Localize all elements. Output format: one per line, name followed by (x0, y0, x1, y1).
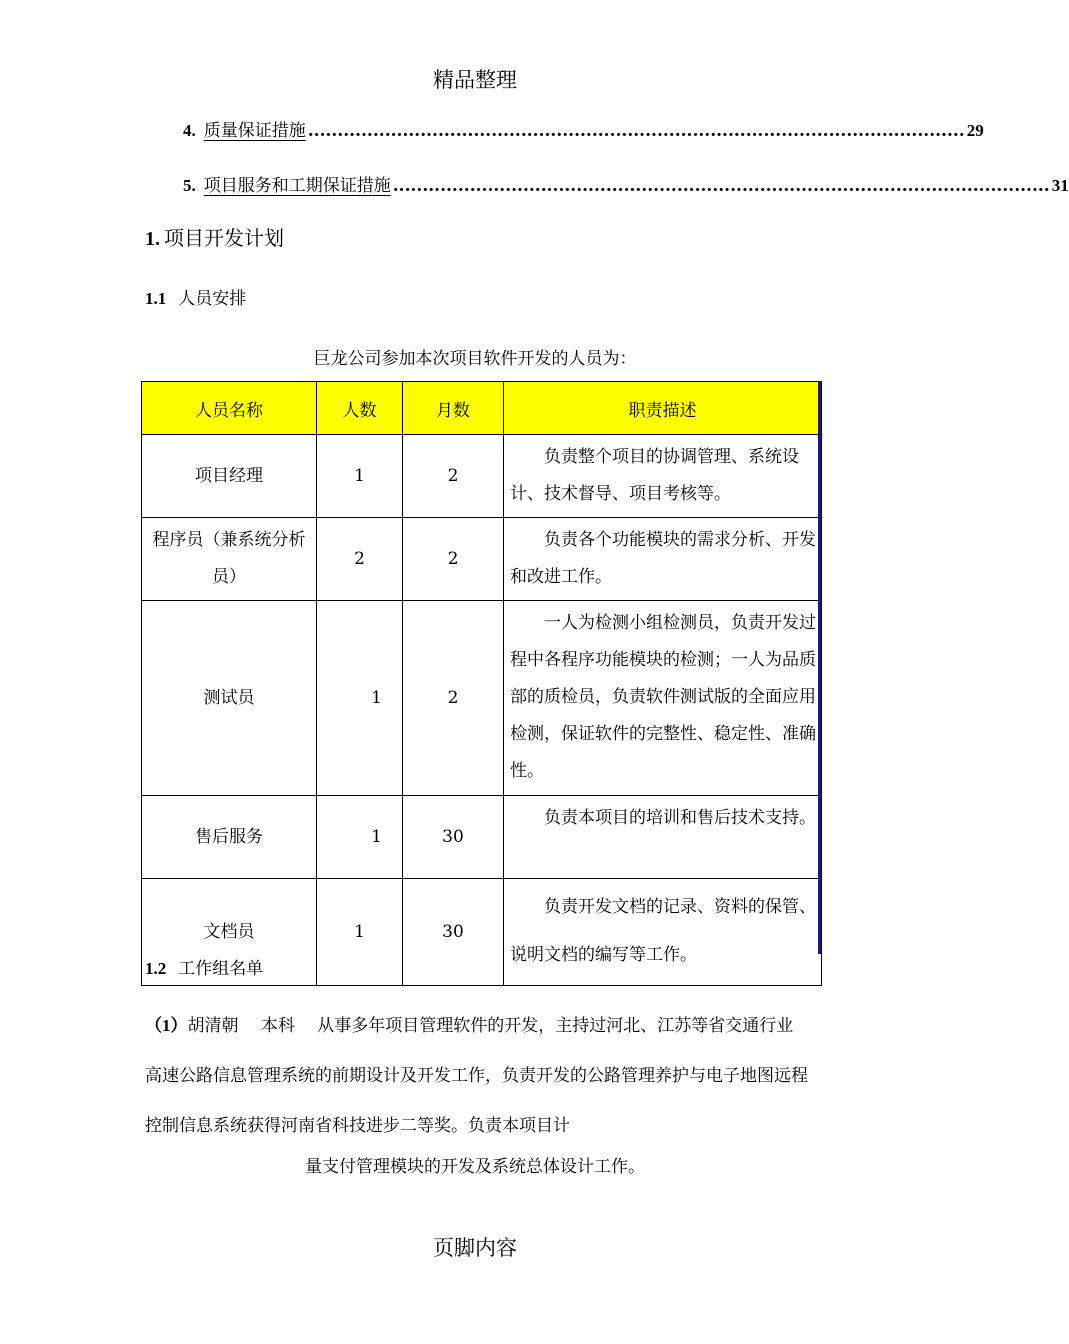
toc-number: 4. (183, 121, 196, 140)
table-row (142, 796, 822, 879)
member-number: （1） (145, 1016, 188, 1035)
toc-page: 31 (1051, 176, 1069, 195)
count-cell: 1 (317, 435, 403, 518)
subsection-number: 1.2 (145, 959, 167, 978)
member-paragraph-last-line: 量支付管理模块的开发及系统总体设计工作。 (305, 1157, 645, 1177)
desc-cell: 负责各个功能模块的需求分析、开发和改进工作。 (504, 518, 822, 601)
count-cell: 2 (317, 518, 403, 601)
months-cell: 30 (403, 796, 504, 879)
count-cell: 1 (317, 796, 403, 879)
months-cell: 30 (403, 879, 504, 986)
role-cell: 程序员（兼系统分析员） (142, 518, 317, 601)
role-cell: 项目经理 (142, 435, 317, 518)
toc-leader: ............................................................................................................... (392, 176, 1050, 196)
desc-cell: 负责开发文档的记录、资料的保管、说明文档的编写等工作。 (504, 879, 822, 986)
page-footer: 页脚内容 (433, 1236, 517, 1260)
column-header: 人数 (317, 382, 403, 435)
count-cell: 1 (317, 601, 403, 796)
toc-leader: ............................................................................................................... (307, 121, 965, 141)
staff-table (141, 381, 822, 986)
page-header: 精品整理 (433, 68, 517, 92)
table-right-border (818, 381, 821, 954)
section-heading (145, 222, 284, 251)
subsection-title: 工作组名单 (178, 959, 264, 979)
role-cell: 文档员 (142, 879, 317, 986)
subsection-number: 1.1 (145, 289, 167, 308)
table-intro: 巨龙公司参加本次项目软件开发的人员为： (313, 349, 637, 369)
toc-number: 5. (183, 176, 196, 195)
months-cell: 2 (403, 518, 504, 601)
desc-cell: 一人为检测小组检测员，负责开发过程中各程序功能模块的检测；一人为品质部的质检员，负责软件测试版的全面应用检测，保证软件的完整性、稳定性、准确性。 (504, 601, 822, 796)
table-row (142, 435, 822, 518)
role-cell: 售后服务 (142, 796, 317, 879)
months-cell: 2 (403, 601, 504, 796)
section-number: 1. (145, 228, 160, 250)
table-row (142, 518, 822, 601)
toc-title-link[interactable]: 项目服务和工期保证措施 (203, 176, 391, 196)
table-row (142, 601, 822, 796)
subsection-heading (145, 284, 246, 309)
toc-entry[interactable] (183, 116, 984, 141)
section-title: 项目开发计划 (164, 226, 284, 250)
table-header-row (142, 382, 822, 435)
column-header: 人员名称 (142, 382, 317, 435)
toc-title-link[interactable]: 质量保证措施 (203, 121, 306, 141)
column-header: 月数 (403, 382, 504, 435)
months-cell: 2 (403, 435, 504, 518)
subsection-title: 人员安排 (178, 289, 247, 309)
desc-cell: 负责整个项目的协调管理、系统设计、技术督导、项目考核等。 (504, 435, 822, 518)
desc-cell: 负责本项目的培训和售后技术支持。 (504, 796, 822, 879)
toc-entry[interactable] (183, 171, 1069, 196)
count-cell: 1 (317, 879, 403, 986)
member-text: 胡清朝 本科 从事多年项目管理软件的开发，主持过河北、江苏等省交通行业高速公路信息管理系统的前期设计及开发工作，负责开发的公路管理养护与电子地图远程控制信息系统获得河南省科技进步二等奖。负责本项目计 (145, 1016, 808, 1136)
toc-page: 29 (966, 121, 984, 140)
member-paragraph (145, 1001, 810, 1151)
column-header: 职责描述 (504, 382, 822, 435)
role-cell: 测试员 (142, 601, 317, 796)
subsection-heading (145, 954, 263, 979)
